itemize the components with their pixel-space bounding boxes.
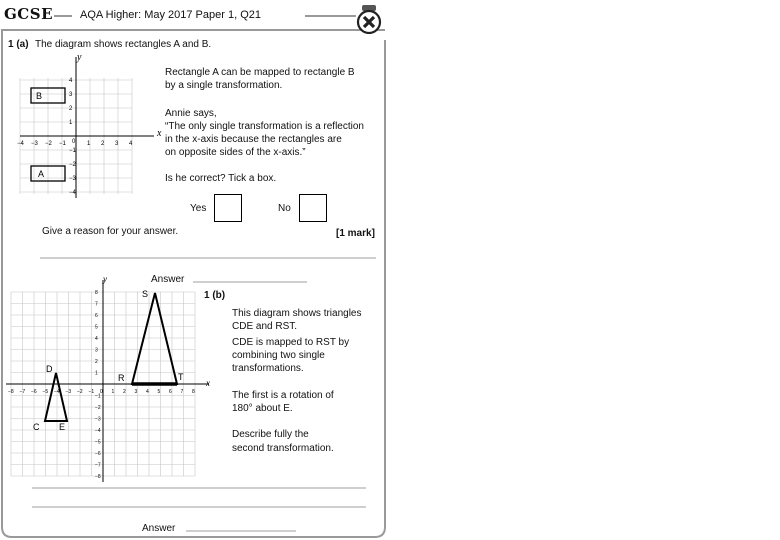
y-tick-label: −5 xyxy=(95,439,101,446)
rectangle-b-label: B xyxy=(36,91,43,101)
q1b-working-line-2[interactable] xyxy=(32,506,366,508)
x-tick-label: −4 xyxy=(54,389,60,395)
y-tick-label: −1 xyxy=(69,148,76,154)
y-tick-label: 1 xyxy=(95,370,98,377)
origin-label: 0 xyxy=(72,139,76,145)
x-tick-label: −2 xyxy=(77,389,83,395)
q1a-quote-line3: on opposite sides of the x-axis.” xyxy=(165,147,306,158)
question-1a-prompt: The diagram shows rectangles A and B. xyxy=(35,39,212,50)
no-checkbox[interactable] xyxy=(299,194,327,222)
label-s: S xyxy=(142,289,149,299)
graph-rectangles xyxy=(14,52,164,202)
label-d: D xyxy=(46,364,53,374)
x-tick-label: 3 xyxy=(134,389,138,395)
x-tick-label: 4 xyxy=(129,141,133,147)
graph-triangles xyxy=(6,272,216,484)
q1b-answer-label: Answer xyxy=(142,523,176,534)
rectangle-a-label: A xyxy=(38,169,45,179)
q1b-answer-line[interactable] xyxy=(186,530,296,532)
q1b-text-line4: combining two single xyxy=(232,350,325,361)
label-r: R xyxy=(118,373,125,383)
y-tick-label: −3 xyxy=(69,176,76,182)
x-tick-label: 1 xyxy=(87,141,91,147)
triangle-rst xyxy=(132,293,177,384)
brand-logo: GCSE xyxy=(4,5,54,23)
x-tick-label: 3 xyxy=(115,141,119,147)
y-tick-label: 4 xyxy=(95,336,98,342)
triangle-cde xyxy=(42,373,67,421)
y-tick-label: 8 xyxy=(95,290,98,296)
q1a-quote-line1: “The only single transformation is a reflection xyxy=(165,121,364,132)
x-tick-label: 5 xyxy=(157,389,161,395)
x-axis-label: x xyxy=(157,128,162,139)
x-tick-label: 6 xyxy=(169,389,172,395)
q1a-quote-line2: in the x-axis because the rectangles are xyxy=(165,134,342,145)
q1a-text-line1: Rectangle A can be mapped to rectangle B xyxy=(165,67,355,78)
y-tick-label: 2 xyxy=(95,359,98,365)
page-title: AQA Higher: May 2017 Paper 1, Q21 xyxy=(80,9,261,21)
y-tick-label: −2 xyxy=(69,162,76,168)
y-tick-label: −6 xyxy=(95,451,101,457)
x-tick-label: −7 xyxy=(19,389,26,395)
q1b-text-line6: The first is a rotation of xyxy=(232,390,334,401)
x-tick-label: −8 xyxy=(8,389,14,395)
q1a-text-line2: by a single transformation. xyxy=(165,80,283,91)
q1b-text-line3: CDE is mapped to RST by xyxy=(232,337,350,348)
question-1a-number: 1 (a) xyxy=(8,39,29,50)
q1a-marks: [1 mark] xyxy=(336,228,375,239)
reason-answer-line[interactable] xyxy=(40,257,376,259)
q1b-text-line2: CDE and RST. xyxy=(232,321,298,332)
y-tick-label: −1 xyxy=(95,393,101,400)
y-tick-label: −7 xyxy=(95,462,101,469)
y-tick-label: 6 xyxy=(95,313,98,319)
x-tick-label: −5 xyxy=(42,389,49,395)
y-tick-label: 3 xyxy=(95,347,98,354)
q1a-annie: Annie says, xyxy=(165,108,217,119)
label-e: E xyxy=(59,422,66,432)
x-tick-label: −4 xyxy=(17,141,24,147)
y-tick-label: 4 xyxy=(69,78,73,84)
x-tick-label: −6 xyxy=(31,389,37,395)
q1b-working-line-1[interactable] xyxy=(32,487,366,489)
x-tick-label: 2 xyxy=(123,389,126,395)
y-tick-label: −4 xyxy=(69,190,76,196)
x-tick-label: −1 xyxy=(59,141,66,147)
y-tick-label: 2 xyxy=(69,106,73,112)
x-tick-label: 7 xyxy=(180,389,184,395)
q1a-tick-instruction: Is he correct? Tick a box. xyxy=(165,173,277,184)
x-tick-label: −1 xyxy=(88,389,95,395)
y-tick-label: −4 xyxy=(95,428,101,434)
y-tick-label: 7 xyxy=(95,301,98,308)
label-c: C xyxy=(33,422,40,432)
q1a-answer-label: Answer xyxy=(151,274,185,285)
x-tick-label: −2 xyxy=(45,141,52,147)
q1b-text-line7: 180° about E. xyxy=(232,403,293,414)
q1b-text-line9: second transformation. xyxy=(232,443,334,454)
q1b-text-line8: Describe fully the xyxy=(232,429,309,440)
no-label: No xyxy=(278,203,291,214)
y-tick-label: −2 xyxy=(95,405,101,411)
yes-checkbox[interactable] xyxy=(214,194,242,222)
question-1b-number: 1 (b) xyxy=(204,290,226,301)
x-tick-label: 1 xyxy=(111,389,115,395)
x-axis-label: x xyxy=(206,378,210,388)
q1b-text-line1: This diagram shows triangles xyxy=(232,308,362,319)
y-axis-label: y xyxy=(103,274,107,284)
label-t: T xyxy=(178,372,184,382)
x-tick-label: 2 xyxy=(101,141,105,147)
x-tick-label: 0 xyxy=(100,389,103,395)
y-tick-label: 5 xyxy=(95,324,98,331)
x-tick-label: −3 xyxy=(65,389,72,395)
y-tick-label: −3 xyxy=(95,416,101,423)
x-tick-label: −3 xyxy=(31,141,38,147)
x-tick-label: 8 xyxy=(192,389,195,395)
y-tick-label: 3 xyxy=(69,92,73,98)
q1b-text-line5: transformations. xyxy=(232,363,304,374)
y-tick-label: 1 xyxy=(69,120,73,126)
x-tick-label: 4 xyxy=(146,389,149,395)
close-icon[interactable] xyxy=(355,4,383,34)
q1a-reason-prompt: Give a reason for your answer. xyxy=(42,226,179,237)
yes-label: Yes xyxy=(190,203,207,214)
y-tick-label: −8 xyxy=(95,474,101,480)
y-axis-label: y xyxy=(77,52,82,63)
